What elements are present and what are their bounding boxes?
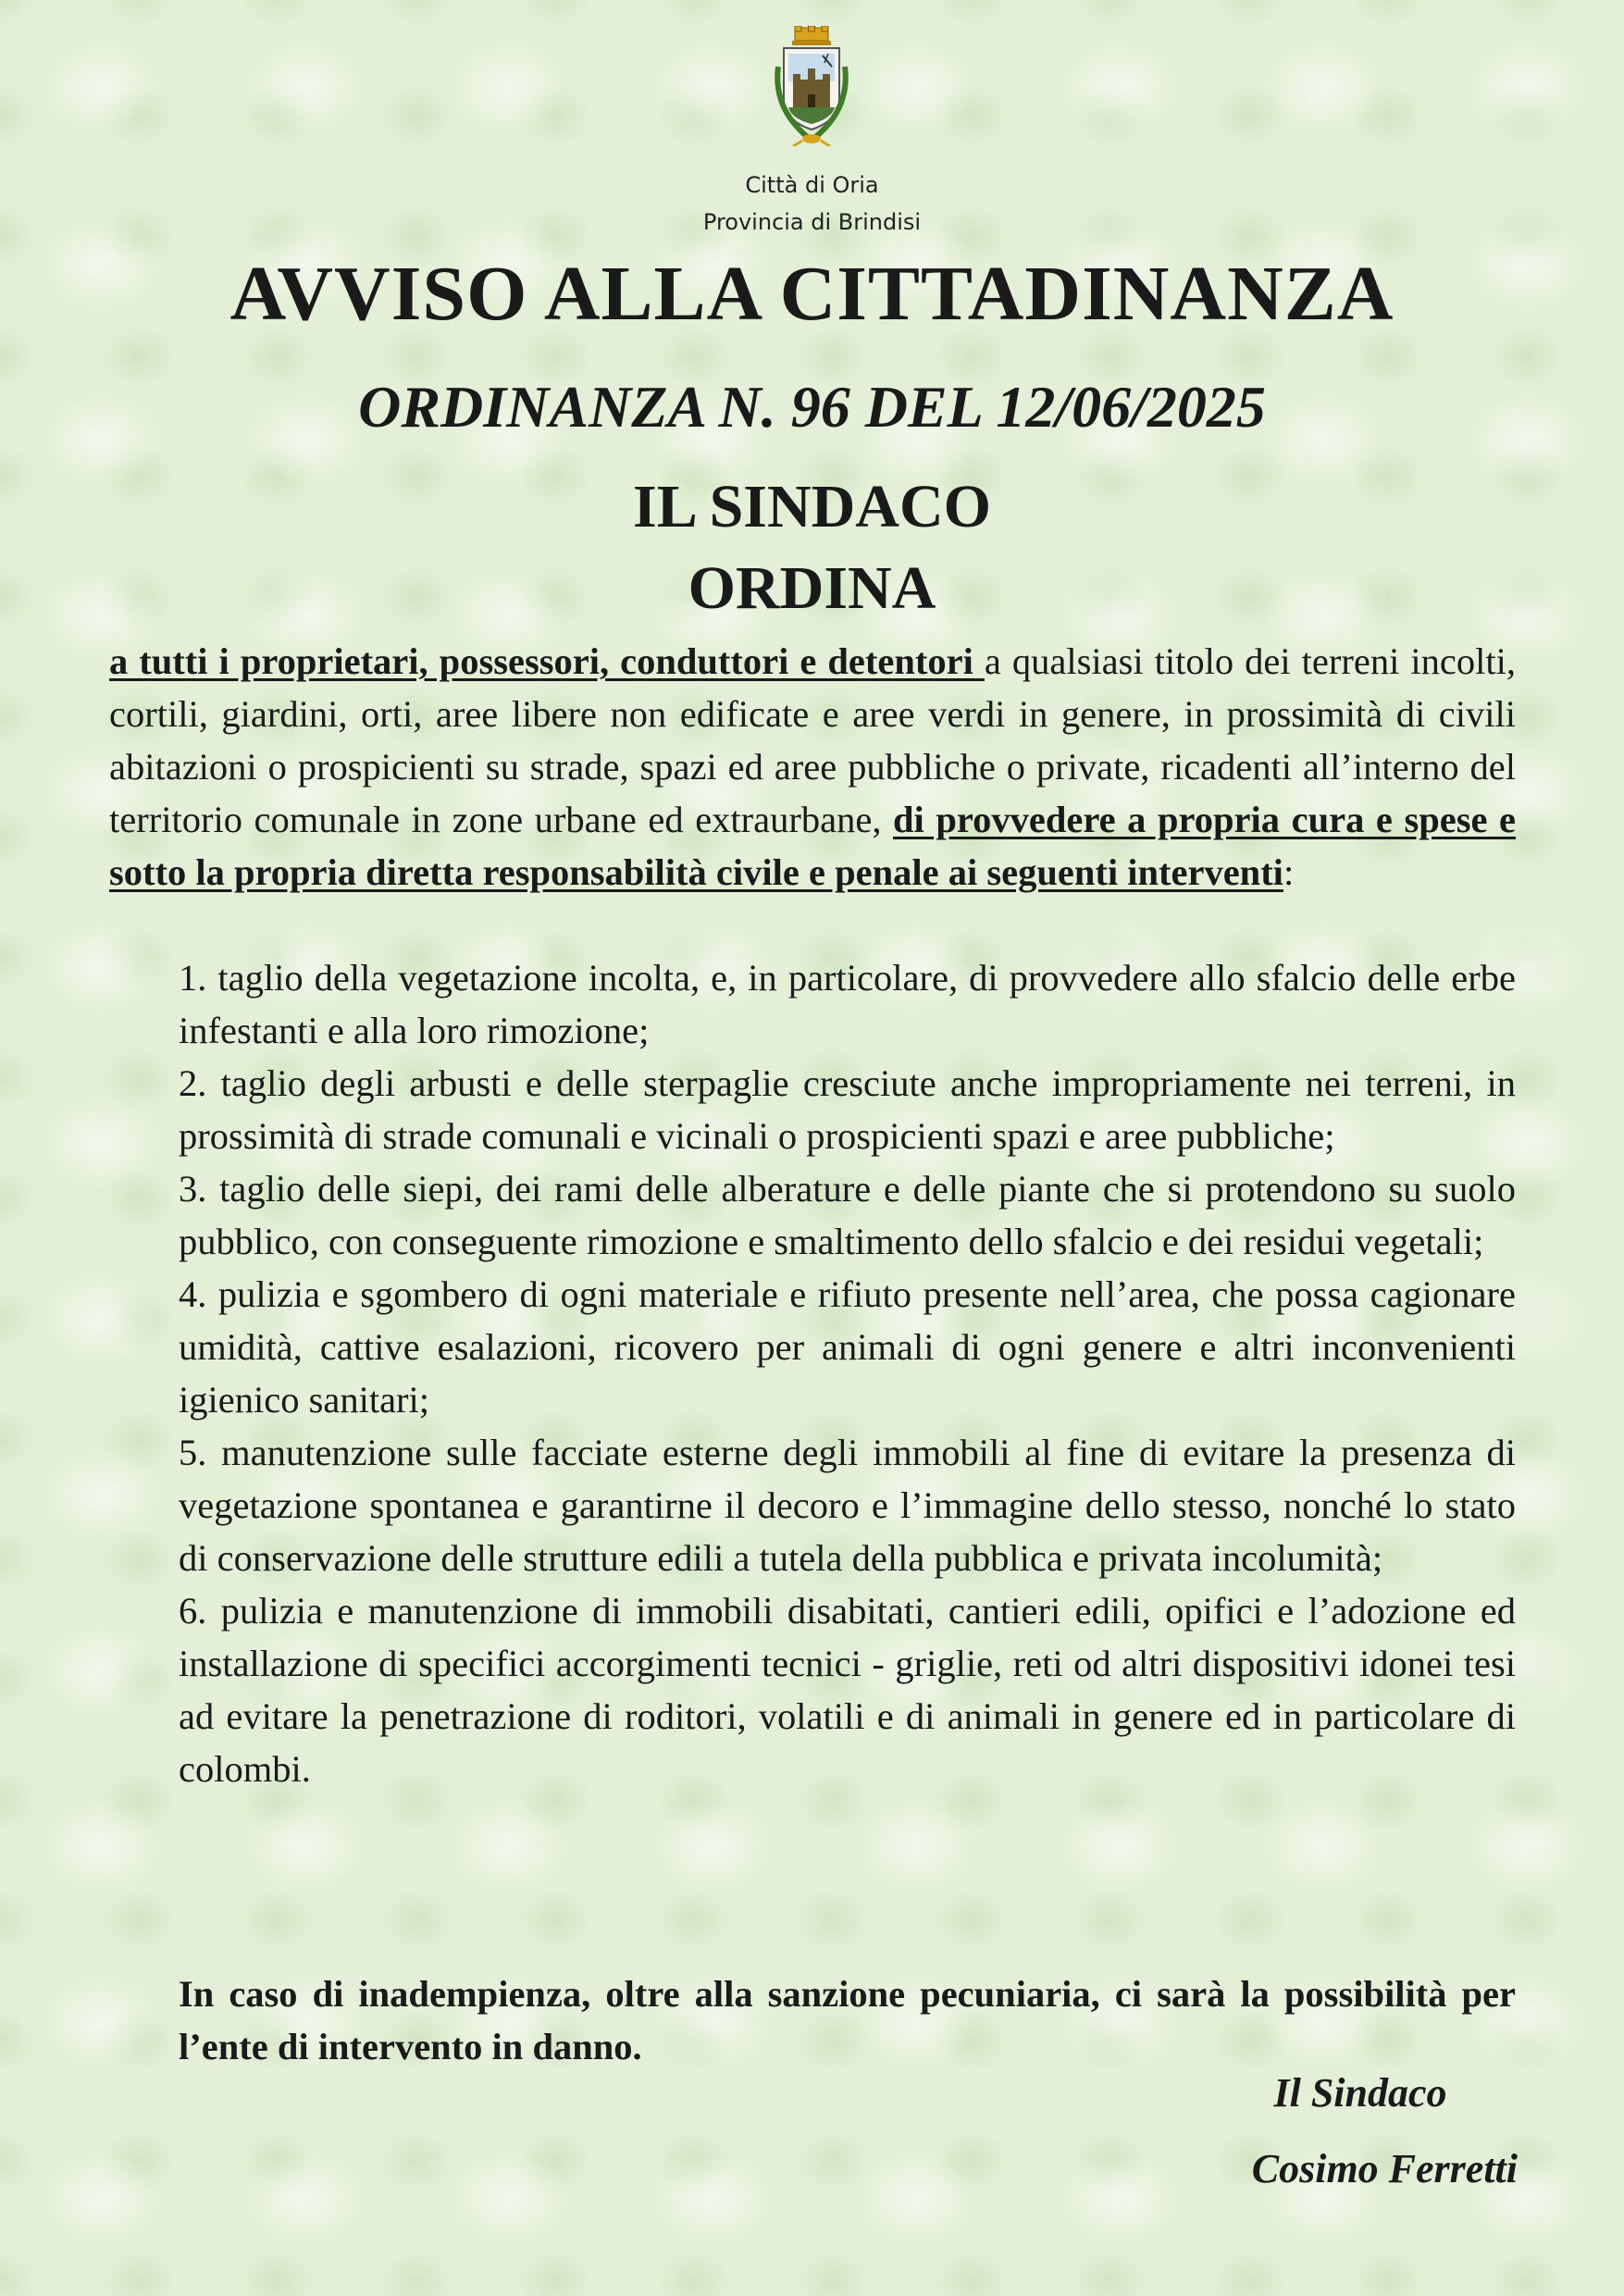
city-crest-icon bbox=[763, 26, 860, 146]
city-name: Città di Oria bbox=[745, 172, 879, 198]
penalty-warning: In caso di inadempienza, oltre alla sanzione pecuniaria, ci sarà la possibilità per l’ente di intervento in danno. bbox=[179, 1973, 1516, 2067]
notice-headline: AVVISO ALLA CITTADINANZA bbox=[229, 251, 1395, 337]
signature-name: Cosimo Ferretti bbox=[1251, 2146, 1518, 2191]
ordinance-number: ORDINANZA N. 96 DEL 12/06/2025 bbox=[358, 374, 1266, 440]
authority-title: IL SINDACO bbox=[633, 473, 991, 540]
list-item: 6. pulizia e manutenzione di immobili disabitati, cantieri edili, opifici e l’adozione ed installazione di specifici accorgimenti tecnici - griglie, reti od altri dispositivi idonei tesi ad evitare la penetrazione di roditori, volatili e di animali in genere ed in particolare di colombi. bbox=[179, 1590, 1516, 1790]
scope-text: a qualsiasi titolo dei terreni incolti, cortili, giardini, orti, aree libere non edificate e aree verdi in genere, in prossimità di civili abitazioni o prospicienti su strade, spazi ed aree pubbliche o private, ricadenti all’interno del territorio comunale in zone urbane ed extraurbane, bbox=[109, 640, 1516, 840]
list-item: 3. taglio delle siepi, dei rami delle alberature e delle piante che si protendono su suolo pubblico, con conseguente rimozione e smaltimento dello sfalcio e dei residui vegetali; bbox=[179, 1168, 1516, 1262]
list-item: 1. taglio della vegetazione incolta, e, in particolare, di provvedere allo sfalcio delle erbe infestanti e alla loro rimozione; bbox=[179, 957, 1516, 1051]
colon-text: : bbox=[1283, 851, 1295, 893]
list-item: 2. taglio degli arbusti e delle sterpaglie cresciute anche impropriamente nei terreni, in prossimità di strade comunali e vicinali o prospicienti spazi e aree pubbliche; bbox=[179, 1062, 1516, 1157]
list-item: 4. pulizia e sgombero di ogni materiale e rifiuto presente nell’area, che possa cagionare umidità, cattive esalazioni, ricovero per animali di ogni genere e altri inconvenienti igienico sanitari; bbox=[179, 1273, 1516, 1421]
intervention-list bbox=[179, 951, 1516, 1795]
intro-paragraph bbox=[109, 635, 1516, 899]
recipients-text: a tutti i proprietari, possessori, conduttori e detentori bbox=[109, 640, 985, 682]
order-verb: ORDINA bbox=[688, 554, 936, 622]
province-name: Provincia di Brindisi bbox=[702, 209, 922, 235]
obligation-text: di provvedere a propria cura e spese e sotto la propria diretta responsabilità civile e penale ai seguenti interventi bbox=[109, 799, 1516, 893]
signature-role: Il Sindaco bbox=[1273, 2070, 1447, 2116]
list-item: 5. manutenzione sulle facciate esterne degli immobili al fine di evitare la presenza di vegetazione spontanea e garantirne il decoro e l’immagine dello stesso, nonché lo stato di conservazione delle strutture edili a tutela della pubblica e privata incolumità; bbox=[179, 1432, 1516, 1579]
